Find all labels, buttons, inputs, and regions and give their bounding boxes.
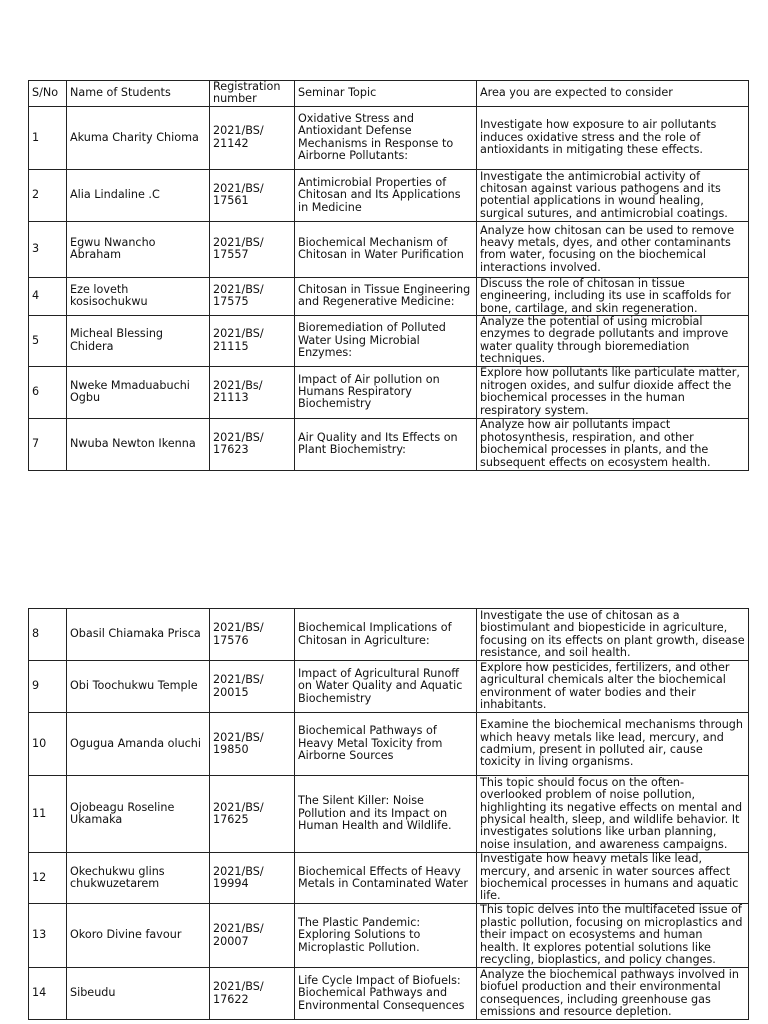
row-student-name: Alia Lindaline .C [67, 169, 210, 221]
table-row [29, 968, 749, 1020]
row-registration: 2021/BS/ 17623 [210, 418, 295, 470]
table-header-row [29, 81, 749, 107]
row-sno: 4 [29, 277, 67, 315]
row-sno: 8 [29, 609, 67, 661]
row-registration: 2021/BS/ 20007 [210, 904, 295, 968]
row-registration: 2021/BS/ 17561 [210, 169, 295, 221]
seminar-table-2 [28, 608, 749, 1020]
row-area: Investigate how exposure to air pollutants induces oxidative stress and the role of antioxidants in mitigating these effects. [477, 106, 749, 169]
row-sno: 1 [29, 106, 67, 169]
seminar-table-1 [28, 80, 749, 471]
row-student-name: Akuma Charity Chioma [67, 106, 210, 169]
row-student-name: Sibeudu [67, 968, 210, 1020]
row-topic: Impact of Air pollution on Humans Respiratory Biochemistry [295, 366, 477, 418]
row-registration: 2021/BS/ 17625 [210, 776, 295, 853]
header-topic: Seminar Topic [295, 81, 477, 107]
row-topic: Oxidative Stress and Antioxidant Defense Mechanisms in Response to Airborne Pollutants: [295, 106, 477, 169]
table-row [29, 661, 749, 713]
row-area: Investigate the antimicrobial activity of chitosan against various pathogens and its potential applications in wound healing, surgical sutures, and antimicrobial coatings. [477, 169, 749, 221]
table-row [29, 316, 749, 367]
row-topic: Biochemical Pathways of Heavy Metal Toxicity from Airborne Sources [295, 713, 477, 776]
row-student-name: Eze loveth kosisochukwu [67, 277, 210, 315]
row-sno: 7 [29, 418, 67, 470]
row-area: Examine the biochemical mechanisms through which heavy metals like lead, mercury, and cadmium, present in polluted air, cause toxicity in living organisms. [477, 713, 749, 776]
table-row [29, 366, 749, 418]
row-topic: Biochemical Implications of Chitosan in Agriculture: [295, 609, 477, 661]
row-registration: 2021/BS/ 17557 [210, 221, 295, 277]
row-student-name: Egwu Nwancho Abraham [67, 221, 210, 277]
row-topic: Impact of Agricultural Runoff on Water Quality and Aquatic Biochemistry [295, 661, 477, 713]
table-row [29, 277, 749, 315]
row-area: Explore how pesticides, fertilizers, and other agricultural chemicals alter the biochemical environment of water bodies and their inhabitants. [477, 661, 749, 713]
row-sno: 3 [29, 221, 67, 277]
table-row [29, 904, 749, 968]
row-area: Analyze how air pollutants impact photosynthesis, respiration, and other biochemical processes in plants, and the subsequent effects on ecosystem health. [477, 418, 749, 470]
row-area: Explore how pollutants like particulate matter, nitrogen oxides, and sulfur dioxide affect the biochemical processes in the human respiratory system. [477, 366, 749, 418]
row-registration: 2021/BS/ 19850 [210, 713, 295, 776]
row-student-name: Okechukwu glins chukwuzetarem [67, 853, 210, 904]
row-sno: 2 [29, 169, 67, 221]
row-sno: 14 [29, 968, 67, 1020]
table-row [29, 169, 749, 221]
row-registration: 2021/BS/ 20015 [210, 661, 295, 713]
row-topic: Air Quality and Its Effects on Plant Biochemistry: [295, 418, 477, 470]
row-sno: 12 [29, 853, 67, 904]
row-student-name: Obi Toochukwu Temple [67, 661, 210, 713]
row-area: Discuss the role of chitosan in tissue engineering, including its use in scaffolds for bone, cartilage, and skin regeneration. [477, 277, 749, 315]
row-student-name: Ogugua Amanda oluchi [67, 713, 210, 776]
row-topic: Antimicrobial Properties of Chitosan and Its Applications in Medicine [295, 169, 477, 221]
row-sno: 6 [29, 366, 67, 418]
row-student-name: Ojobeagu Roseline Ukamaka [67, 776, 210, 853]
header-area: Area you are expected to consider [477, 81, 749, 107]
row-student-name: Nweke Mmaduabuchi Ogbu [67, 366, 210, 418]
row-area: Investigate the use of chitosan as a biostimulant and biopesticide in agriculture, focusing on its effects on plant growth, disease resistance, and soil health. [477, 609, 749, 661]
row-topic: Biochemical Mechanism of Chitosan in Water Purification [295, 221, 477, 277]
row-topic: Chitosan in Tissue Engineering and Regenerative Medicine: [295, 277, 477, 315]
table-row [29, 853, 749, 904]
header-registration: Registration number [210, 81, 295, 107]
table-row [29, 418, 749, 470]
row-student-name: Obasil Chiamaka Prisca [67, 609, 210, 661]
row-student-name: Micheal Blessing Chidera [67, 316, 210, 367]
row-sno: 5 [29, 316, 67, 367]
header-name: Name of Students [67, 81, 210, 107]
row-sno: 11 [29, 776, 67, 853]
row-sno: 13 [29, 904, 67, 968]
table-row [29, 713, 749, 776]
row-topic: Life Cycle Impact of Biofuels: Biochemical Pathways and Environmental Consequences [295, 968, 477, 1020]
row-topic: The Plastic Pandemic: Exploring Solutions to Microplastic Pollution. [295, 904, 477, 968]
row-area: Investigate how heavy metals like lead, mercury, and arsenic in water sources affect biochemical processes in humans and aquatic life. [477, 853, 749, 904]
row-sno: 9 [29, 661, 67, 713]
table-row [29, 221, 749, 277]
row-student-name: Okoro Divine favour [67, 904, 210, 968]
table-row [29, 776, 749, 853]
header-sno: S/No [29, 81, 67, 107]
row-topic: The Silent Killer: Noise Pollution and its Impact on Human Health and Wildlife. [295, 776, 477, 853]
row-registration: 2021/BS/ 17622 [210, 968, 295, 1020]
row-topic: Bioremediation of Polluted Water Using Microbial Enzymes: [295, 316, 477, 367]
row-sno: 10 [29, 713, 67, 776]
row-registration: 2021/BS/ 17575 [210, 277, 295, 315]
row-area: Analyze the biochemical pathways involved in biofuel production and their environmental consequences, including greenhouse gas emissions and resource depletion. [477, 968, 749, 1020]
row-registration: 2021/BS/ 21142 [210, 106, 295, 169]
row-registration: 2021/BS/ 17576 [210, 609, 295, 661]
table-row [29, 609, 749, 661]
row-area: Analyze how chitosan can be used to remove heavy metals, dyes, and other contaminants from water, focusing on the biochemical interactions involved. [477, 221, 749, 277]
row-student-name: Nwuba Newton Ikenna [67, 418, 210, 470]
row-topic: Biochemical Effects of Heavy Metals in Contaminated Water [295, 853, 477, 904]
row-area: Analyze the potential of using microbial enzymes to degrade pollutants and improve water quality through bioremediation techniques. [477, 316, 749, 367]
table-row [29, 106, 749, 169]
row-registration: 2021/Bs/ 21113 [210, 366, 295, 418]
row-registration: 2021/BS/ 19994 [210, 853, 295, 904]
row-area: This topic should focus on the often-overlooked problem of noise pollution, highlighting its negative effects on mental and physical health, sleep, and wildlife behavior. It investigates solutions like urban planning, noise insulation, and awareness campaigns. [477, 776, 749, 853]
row-registration: 2021/BS/ 21115 [210, 316, 295, 367]
row-area: This topic delves into the multifaceted issue of plastic pollution, focusing on microplastics and their impact on ecosystems and human health. It explores potential solutions like recycling, bioplastics, and policy changes. [477, 904, 749, 968]
